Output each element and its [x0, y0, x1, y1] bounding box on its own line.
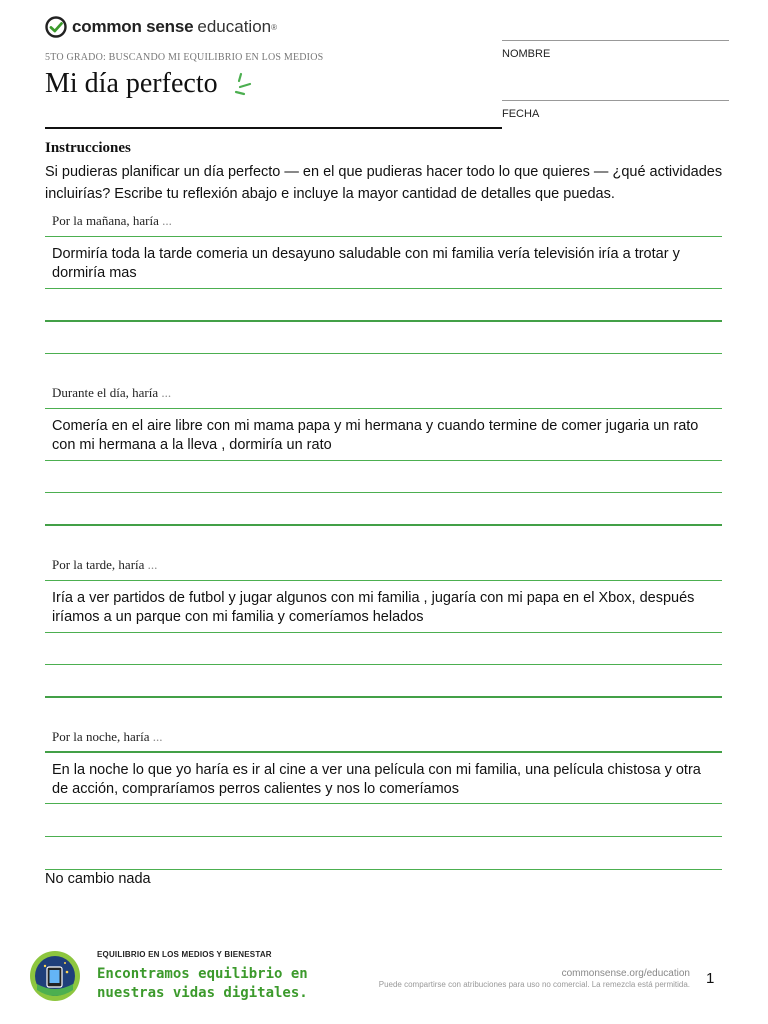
- answer-line: [45, 353, 722, 354]
- answer-line: [45, 288, 722, 289]
- answer-line: [45, 664, 722, 665]
- answer-line: [45, 869, 722, 870]
- answer-day[interactable]: Comería en el aire libre con mi mama papa y mi hermana y cuando termine de comer jugaria un rato con mi hermana a la lleva , dormiría un rato: [52, 418, 699, 453]
- sparkle-icon: [232, 70, 254, 100]
- name-label: NOMBRE: [502, 48, 551, 60]
- section-label-morning: Por la mañana, haría ...: [52, 213, 172, 228]
- globe-device-badge-icon: [29, 950, 81, 1002]
- answer-line: [45, 696, 722, 698]
- section-label-night: Por la noche, haría ...: [52, 729, 163, 744]
- answer-line: [45, 460, 722, 461]
- title-divider: [45, 127, 502, 129]
- date-line[interactable]: [502, 100, 729, 101]
- brand-registered-mark: ®: [271, 22, 278, 32]
- grade-line: 5TO GRADO: BUSCANDO MI EQUILIBRIO EN LOS MEDIOS: [45, 52, 324, 63]
- answer-line: [45, 751, 722, 753]
- page-number: 1: [706, 970, 715, 987]
- section-label-day: Durante el día, haría ...: [52, 385, 172, 400]
- brand-name-light: education: [197, 17, 272, 36]
- answer-afternoon[interactable]: Iría a ver partidos de futbol y jugar algunos con mi familia , jugaría con mi papa en el Xbox, después iríamos a un parque con mi familia y comeríamos helados: [52, 590, 695, 625]
- section-label-afternoon: Por la tarde, haría ...: [52, 557, 158, 572]
- answer-line: [45, 492, 722, 493]
- answer-night[interactable]: En la noche lo que yo haría es ir al cine a ver una película con mi familia, una película chistosa y otra de acción, compraríamos perros calientes y nos lo comeríamos: [52, 762, 701, 797]
- answer-morning[interactable]: Dormiría toda la tarde comeria un desayuno saludable con mi familia vería televisión iría a trotar y dormiría mas: [52, 246, 680, 281]
- answer-line: [45, 524, 722, 526]
- brand-name-bold: common sense: [72, 17, 194, 36]
- brand-logo: [45, 14, 277, 40]
- answer-line: [45, 408, 722, 409]
- answer-line: [45, 632, 722, 633]
- answer-line: [45, 236, 722, 237]
- name-line[interactable]: [502, 40, 729, 41]
- answer-line: [45, 580, 722, 581]
- instructions-heading: Instrucciones: [45, 140, 131, 156]
- answer-line: [45, 320, 722, 322]
- answer-line: [45, 803, 722, 804]
- footer-url-link[interactable]: commonsense.org/education: [561, 968, 690, 979]
- series-label: EQUILIBRIO EN LOS MEDIOS Y BIENESTAR: [97, 950, 272, 959]
- instructions-text: Si pudieras planificar un día perfecto — en el que pudieras hacer todo lo que quieres — ¿qué actividades incluirías? Escribe tu reflexión abajo e incluye la mayor cantidad de detalles que puedas.: [45, 164, 723, 202]
- answer-line: [45, 836, 722, 837]
- slogan: Encontramos equilibrio en nuestras vidas digitales.: [97, 966, 308, 1001]
- license-text: Puede compartirse con atribuciones para uso no comercial. La remezcla está permitida.: [378, 980, 690, 989]
- check-circle-icon: [45, 16, 67, 38]
- page-title: Mi día perfecto: [45, 68, 218, 99]
- extra-note[interactable]: No cambio nada: [45, 871, 151, 887]
- date-label: FECHA: [502, 108, 540, 120]
